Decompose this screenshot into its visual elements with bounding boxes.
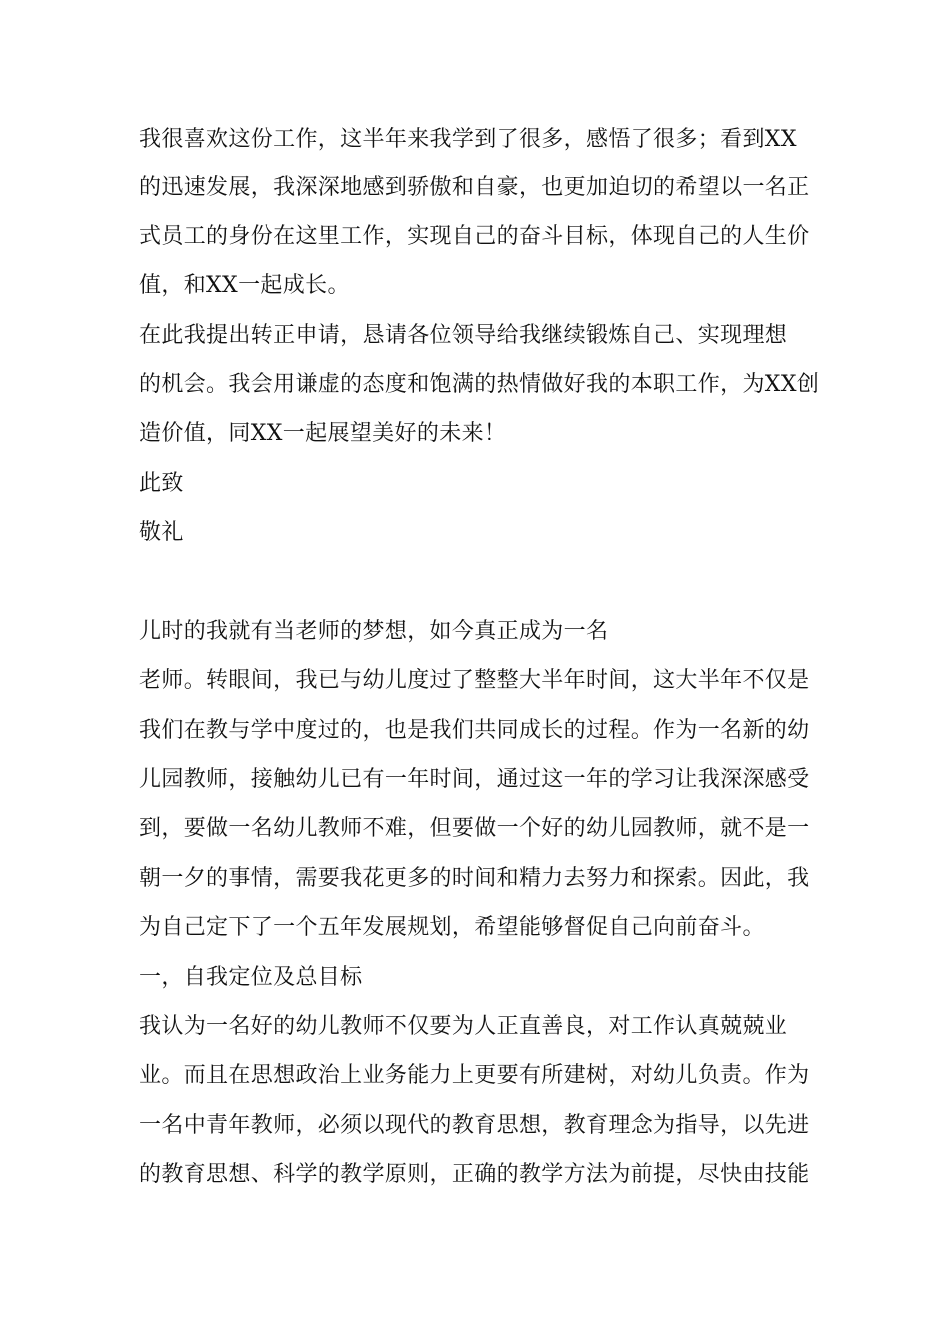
letter-paragraph-2-line-3: 造价值，同XX一起展望美好的未来！ [139, 421, 507, 446]
plan-intro-line-1: 儿时的我就有当老师的梦想，如今真正成为一名 [139, 619, 609, 644]
section-1-heading: 一，自我定位及总目标 [139, 965, 363, 990]
letter-paragraph-1-line-3: 式员工的身份在这里工作，实现自己的奋斗目标，体现自己的人生价 [139, 224, 810, 249]
letter-paragraph-1-line-4: 值，和XX一起成长。 [139, 273, 350, 298]
section-1-body-line-2: 业。而且在思想政治上业务能力上更要有所建树，对幼儿负责。作为 [139, 1063, 810, 1088]
section-1-body-line-1: 我认为一名好的幼儿教师不仅要为人正直善良，对工作认真兢兢业 [139, 1014, 788, 1039]
plan-intro-line-3: 我们在教与学中度过的，也是我们共同成长的过程。作为一名新的幼 [139, 718, 810, 743]
plan-intro-line-5: 到，要做一名幼儿教师不难，但要做一个好的幼儿园教师，就不是一 [139, 816, 810, 841]
plan-intro-line-7: 为自己定下了一个五年发展规划，希望能够督促自己向前奋斗。 [139, 915, 765, 940]
letter-paragraph-1-line-1: 我很喜欢这份工作，这半年来我学到了很多，感悟了很多；看到XX [139, 127, 797, 152]
section-1-body-line-3: 一名中青年教师，必须以现代的教育思想，教育理念为指导，以先进 [139, 1113, 810, 1138]
plan-intro-line-4: 儿园教师，接触幼儿已有一年时间，通过这一年的学习让我深深感受 [139, 767, 810, 792]
plan-intro-line-2: 老师。转眼间，我已与幼儿度过了整整大半年时间，这大半年不仅是 [139, 668, 810, 693]
letter-paragraph-2-line-2: 的机会。我会用谦虚的态度和饱满的热情做好我的本职工作，为XX创 [139, 372, 820, 397]
section-1-body-line-4: 的教育思想、科学的教学原则，正确的教学方法为前提，尽快由技能 [139, 1162, 810, 1187]
closing-regards: 敬礼 [139, 520, 184, 545]
closing-salutation: 此致 [139, 471, 184, 496]
letter-paragraph-1-line-2: 的迅速发展，我深深地感到骄傲和自豪，也更加迫切的希望以一名正 [139, 175, 810, 200]
plan-intro-line-6: 朝一夕的事情，需要我花更多的时间和精力去努力和探索。因此，我 [139, 866, 810, 891]
letter-paragraph-2-line-1: 在此我提出转正申请，恳请各位领导给我继续锻炼自己、实现理想 [139, 323, 788, 348]
